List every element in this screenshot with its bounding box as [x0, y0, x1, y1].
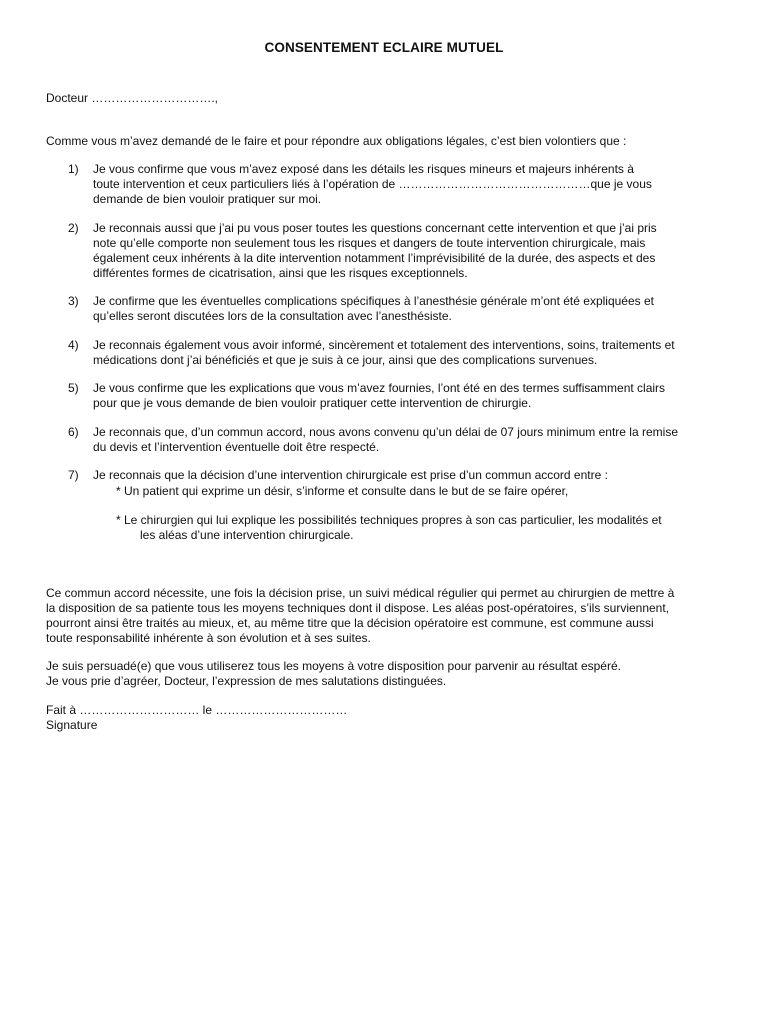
closing-line-1: Ce commun accord nécessite, une fois la décision prise, un suivi médical régulier qui permet au chirurgien de mettre à [46, 586, 675, 600]
item-7-line-1: Je reconnais que la décision d’une intervention chirurgicale est prise d’un commun accord entre : [93, 468, 608, 482]
item-7-number: 7) [68, 468, 79, 482]
item-5-line-2: pour que je vous demande de bien vouloir pratiquer cette intervention de chirurgie. [93, 396, 532, 410]
item-7-bullet-2-line-1: * Le chirurgien qui lui explique les possibilités techniques propres à son cas particulier, les modalités et [116, 513, 662, 527]
item-1-number: 1) [68, 162, 79, 176]
signature-label: Signature [46, 718, 98, 732]
item-4-line-2: médications dont j’ai bénéficiés et que je suis à ce jour, ainsi que des complications survenues. [93, 353, 598, 367]
closing-line-4: toute responsabilité inhérente à son évolution et à ses suites. [46, 631, 371, 645]
item-2-line-4: différentes formes de cicatrisation, ainsi que les risques exceptionnels. [93, 266, 468, 280]
item-5-number: 5) [68, 381, 79, 395]
item-3-line-1: Je confirme que les éventuelles complications spécifiques à l’anesthésie générale m’ont été expliquées et [93, 294, 654, 308]
item-1-line-1: Je vous confirme que vous m’avez exposé dans les détails les risques mineurs et majeurs inhérents à [93, 162, 634, 176]
salutation: Docteur …………………………., [46, 91, 219, 105]
final-line-1: Je suis persuadé(e) que vous utiliserez tous les moyens à votre disposition pour parvenir au résultat espéré. [46, 659, 621, 673]
intro-text: Comme vous m’avez demandé de le faire et pour répondre aux obligations légales, c’est bien volontiers que : [46, 134, 627, 148]
item-7-bullet-2-line-2: les aléas d’une intervention chirurgicale. [140, 528, 354, 542]
item-6-line-2: du devis et l’intervention éventuelle doit être respecté. [93, 440, 380, 454]
item-7-bullet-1: * Un patient qui exprime un désir, s’informe et consulte dans le but de se faire opérer, [116, 484, 569, 498]
item-2-line-2: note qu’elle comporte non seulement tous les risques et dangers de toute intervention chirurgicale, mais [93, 236, 646, 250]
item-4-line-1: Je reconnais également vous avoir informé, sincèrement et totalement des interventions, soins, traitements et [93, 338, 675, 352]
item-2-number: 2) [68, 221, 79, 235]
place-date-line: Fait à ………………………… le …………………………… [46, 703, 348, 717]
closing-line-2: la disposition de sa patiente tous les moyens techniques dont il dispose. Les aléas post-opératoires, s’ils surviennent, [46, 601, 670, 615]
item-2-line-3: également ceux inhérents à la dite intervention notamment l’imprévisibilité de la durée, des aspects et des [93, 251, 656, 265]
item-1-line-3: demande de bien vouloir pratiquer sur moi. [93, 192, 322, 206]
item-2-line-1: Je reconnais aussi que j’ai pu vous poser toutes les questions concernant cette intervention et que j’ai pris [93, 221, 657, 235]
item-3-number: 3) [68, 294, 79, 308]
document-title: CONSENTEMENT ECLAIRE MUTUEL [264, 40, 504, 55]
final-line-2: Je vous prie d’agréer, Docteur, l’expression de mes salutations distinguées. [46, 674, 447, 688]
item-6-number: 6) [68, 425, 79, 439]
item-6-line-1: Je reconnais que, d’un commun accord, nous avons convenu qu’un délai de 07 jours minimum entre la remise [93, 425, 678, 439]
item-5-line-1: Je vous confirme que les explications que vous m’avez fournies, l’ont été en des termes suffisamment clairs [93, 381, 666, 395]
closing-line-3: pourront ainsi être traités au mieux, et, au même titre que la décision opératoire est commune, est commune aussi [46, 616, 654, 630]
item-1-line-2: toute intervention et ceux particuliers liés à l’opération de …………………………………………que je vous [93, 177, 652, 191]
item-4-number: 4) [68, 338, 79, 352]
item-3-line-2: qu’elles seront discutées lors de la consultation avec l’anesthésiste. [93, 309, 452, 323]
